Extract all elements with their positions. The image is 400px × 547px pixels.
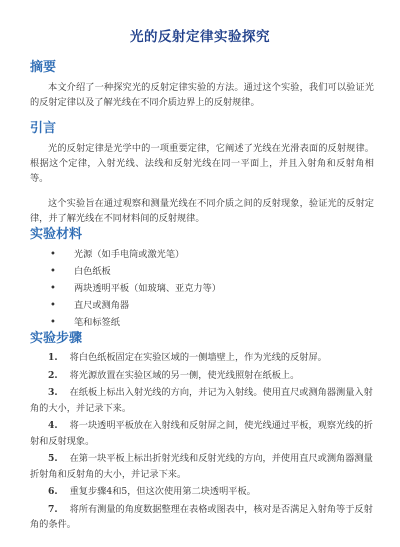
step-number: 1. bbox=[48, 352, 58, 363]
bullet-icon: • bbox=[50, 300, 56, 311]
bullet-icon: • bbox=[50, 317, 56, 328]
list-item bbox=[30, 418, 374, 449]
materials-section bbox=[30, 223, 374, 331]
step-text: 重复步骤4和5，但这次使用第二块透明平板。 bbox=[69, 486, 256, 497]
step-number: 3. bbox=[48, 387, 58, 398]
steps-list bbox=[30, 350, 374, 533]
step-number: 5. bbox=[48, 453, 58, 464]
bullet-icon: • bbox=[50, 249, 56, 260]
step-number: 6. bbox=[48, 486, 58, 497]
intro-heading: 引言 bbox=[30, 121, 57, 136]
step-number: 2. bbox=[48, 369, 58, 381]
step-text: 将一块透明平板放在入射线和反射屏之间，使光线通过平板，观察光线的折射和反射现象。 bbox=[30, 420, 373, 447]
materials-heading: 实验材料 bbox=[30, 227, 83, 242]
intro-section bbox=[30, 117, 374, 226]
list-item bbox=[30, 385, 374, 416]
steps-heading: 实验步骤 bbox=[30, 331, 83, 346]
document-title: 光的反射定律实验探究 bbox=[130, 29, 270, 45]
materials-list bbox=[30, 246, 374, 331]
abstract-heading: 摘要 bbox=[30, 60, 57, 75]
intro-paragraph-1: 光的反射定律是光学中的一项重要定律，它阐述了光线在光滑表面的反射规律。根据这个定律，入射光线、法线和反射光线在同一平面上，并且入射角和反射角相等。 bbox=[30, 143, 374, 184]
list-item bbox=[30, 368, 374, 384]
list-item: • 光源（如手电筒或激光笔） bbox=[30, 246, 374, 263]
list-item: • 两块透明平板（如玻璃、亚克力等） bbox=[30, 280, 374, 297]
step-text: 将所有测量的角度数据整理在表格或图表中，核对是否满足入射角等于反射角的条件。 bbox=[30, 503, 373, 530]
list-item: • 笔和标签纸 bbox=[30, 314, 374, 331]
bullet-icon: • bbox=[50, 283, 56, 294]
intro-paragraph-2: 这个实验旨在通过观察和测量光线在不同介质之间的反射现象，验证光的反射定律，并了解光线在不同材料间的反射规律。 bbox=[30, 198, 374, 224]
list-item bbox=[30, 350, 374, 366]
steps-section bbox=[30, 327, 374, 535]
step-text: 在纸板上标出入射光线的方向，并记为入射线。使用直尺或测角器测量入射角的大小，并记录下来。 bbox=[30, 387, 373, 414]
step-number: 4. bbox=[48, 420, 58, 431]
list-item bbox=[30, 502, 374, 533]
abstract-section bbox=[30, 56, 374, 110]
step-text: 在第一块平板上标出折射光线和反射光线的方向，并使用直尺或测角器测量折射角和反射角的大小，并记录下来。 bbox=[30, 453, 373, 480]
abstract-text: 本文介绍了一种探究光的反射定律实验的方法。通过这个实验，我们可以验证光的反射定律以及了解光线在不同介质边界上的反射规律。 bbox=[30, 82, 374, 108]
bullet-icon: • bbox=[50, 266, 56, 277]
step-number: 7. bbox=[48, 503, 58, 515]
list-item: • 直尺或测角器 bbox=[30, 297, 374, 314]
list-item bbox=[30, 484, 374, 500]
step-text: 将光源放置在实验区域的另一侧，使光线照射在纸板上。 bbox=[69, 369, 300, 381]
step-text: 将白色纸板固定在实验区域的一侧墙壁上，作为光线的反射屏。 bbox=[69, 352, 327, 363]
list-item: • 白色纸板 bbox=[30, 263, 374, 280]
list-item bbox=[30, 451, 374, 482]
